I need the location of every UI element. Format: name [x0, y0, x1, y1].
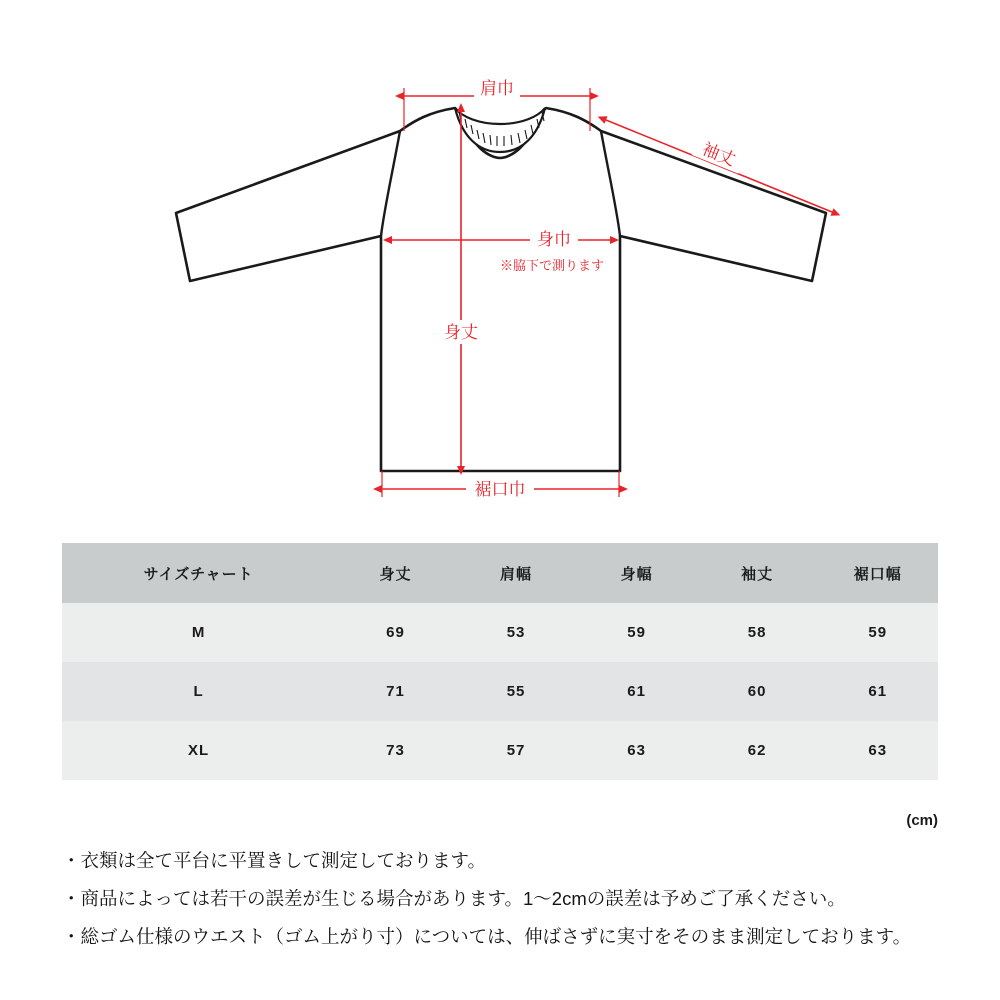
size-label: XL — [62, 721, 335, 780]
table-cell: 73 — [335, 721, 456, 780]
label-shoulder: 肩巾 — [480, 79, 514, 98]
table-header-row — [62, 543, 938, 603]
table-cell: 59 — [817, 603, 938, 662]
unit-label: (cm) — [906, 812, 938, 829]
size-chart-table-wrapper — [62, 543, 938, 780]
notes-list — [62, 842, 962, 956]
label-chest: 身巾 — [537, 230, 571, 249]
size-label: M — [62, 603, 335, 662]
table-cell: 71 — [335, 662, 456, 721]
size-chart-table — [62, 543, 938, 780]
table-header-cell: サイズチャート — [62, 543, 335, 603]
label-chest-note: ※脇下で測ります — [500, 258, 605, 273]
table-header-cell: 肩幅 — [456, 543, 577, 603]
label-sleeve: 袖丈 — [699, 139, 739, 170]
table-row — [62, 662, 938, 721]
table-header-cell: 身丈 — [335, 543, 456, 603]
label-length: 身丈 — [444, 323, 478, 342]
table-cell: 53 — [456, 603, 577, 662]
table-cell: 57 — [456, 721, 577, 780]
table-row — [62, 603, 938, 662]
table-cell: 59 — [576, 603, 697, 662]
table-cell: 62 — [697, 721, 818, 780]
table-cell: 63 — [576, 721, 697, 780]
table-cell: 69 — [335, 603, 456, 662]
table-header-cell: 身幅 — [576, 543, 697, 603]
table-cell: 61 — [817, 662, 938, 721]
table-cell: 58 — [697, 603, 818, 662]
table-cell: 61 — [576, 662, 697, 721]
note-item: ・総ゴム仕様のウエスト（ゴム上がり寸）については、伸ばさずに実寸をそのまま測定しております。 — [62, 926, 912, 947]
size-label: L — [62, 662, 335, 721]
table-cell: 55 — [456, 662, 577, 721]
table-cell: 63 — [817, 721, 938, 780]
note-item: ・衣類は全て平台に平置きして測定しております。 — [62, 850, 487, 871]
label-hem: 裾口巾 — [474, 480, 526, 499]
table-header-cell: 袖丈 — [697, 543, 818, 603]
table-header-cell: 裾口幅 — [817, 543, 938, 603]
table-cell: 60 — [697, 662, 818, 721]
table-row — [62, 721, 938, 780]
note-item: ・商品によっては若干の誤差が生じる場合があります。1〜2cmの誤差は予めご了承ください。 — [62, 888, 846, 909]
